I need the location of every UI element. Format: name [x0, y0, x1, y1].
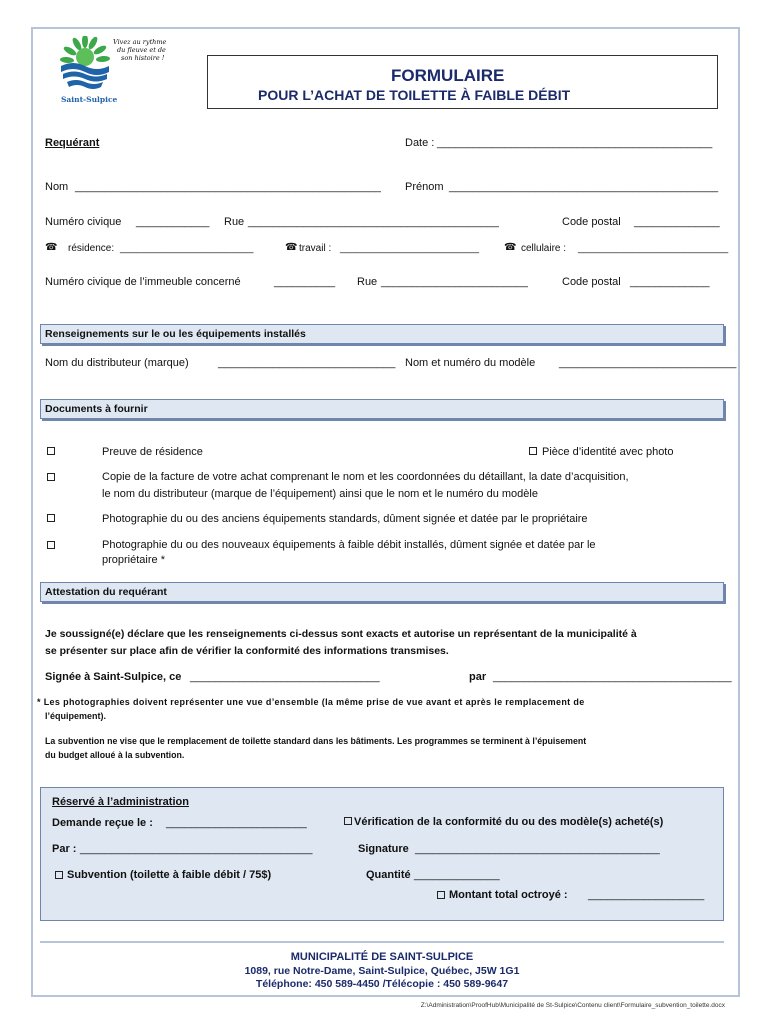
demande-field[interactable]: _______________________ [166, 817, 307, 829]
photo-note-2: l’équipement). [45, 711, 107, 721]
prenom-label: Prénom [405, 181, 444, 193]
attestation-text-2: se présenter sur place afin de vérifier la conformité des informations transmises. [45, 645, 449, 657]
subvention-note-1: La subvention ne vise que le remplacement de toilette standard dans les bâtiments. Les programmes se terminent à l’épuisement [45, 736, 587, 746]
montant-label: Montant total octroyé : [449, 889, 568, 901]
checkbox-montant[interactable] [437, 891, 445, 899]
cellulaire-field[interactable]: ___________________________ [578, 243, 729, 254]
doc-item-facture-2: le nom du distributeur (marque de l’équipement) ainsi que le nom et le numéro du modèle [102, 488, 538, 500]
date-field[interactable]: _____________________________________________ [437, 137, 713, 149]
photo-note-1: * Les photographies doivent représenter une vue d’ensemble (la même prise de vue avant et après le remplacement de [37, 697, 585, 707]
modele-field[interactable]: _____________________________ [559, 357, 737, 369]
quantite-field[interactable]: ______________ [414, 869, 500, 881]
checkbox-identite[interactable] [529, 447, 537, 455]
postal2-label: Code postal [562, 276, 621, 288]
signature-field[interactable]: ________________________________________ [415, 843, 660, 855]
rue-field[interactable]: _________________________________________ [248, 216, 499, 228]
checkbox-nouveaux[interactable] [47, 541, 55, 549]
checkbox-residence[interactable] [47, 447, 55, 455]
admin-par-label: Par : [52, 843, 77, 855]
footer-phone: Téléphone: 450 589-4450 /Télécopie : 450 589-9647 [255, 978, 509, 990]
nom-field[interactable]: __________________________________________________ [75, 181, 381, 193]
quantite-label: Quantité [366, 869, 411, 881]
admin-par-field[interactable]: ______________________________________ [80, 843, 313, 855]
form-subtitle: POUR L’ACHAT DE TOILETTE À FAIBLE DÉBIT [258, 87, 571, 103]
requerant-label: Requérant [45, 137, 100, 149]
rue-label: Rue [224, 216, 245, 228]
subvention-label: Subvention (toilette à faible débit / 75$) [67, 869, 272, 881]
cellulaire-label: cellulaire : [521, 243, 567, 254]
nom-label: Nom [45, 181, 69, 193]
logo-slogan-1: Vivez au rythme [113, 38, 167, 46]
footer-divider [40, 941, 724, 943]
postal-field[interactable]: ______________ [634, 216, 720, 228]
logo-name: Saint-Sulpice [61, 95, 118, 104]
file-path: Z:\Administration\ProofHub\Municipalité de St-Sulpice\Contenu client\Formulaire_subvention_toilette.docx [420, 1002, 725, 1009]
phone-icon: ☎ [45, 242, 58, 253]
documents-heading: Documents à fournir [40, 399, 724, 419]
subvention-note-2: du budget alloué à la subvention. [45, 750, 185, 760]
date-label: Date : [405, 137, 435, 149]
doc-item-facture-1: Copie de la facture de votre achat comprenant le nom et les coordonnées du détaillant, la date d’acquisition, [102, 471, 629, 483]
footer-municipality: MUNICIPALITÉ DE SAINT-SULPICE [290, 951, 474, 963]
modele-label: Nom et numéro du modèle [405, 357, 536, 369]
civique-field[interactable]: ____________ [136, 216, 210, 228]
attestation-heading: Attestation du requérant [40, 582, 724, 602]
prenom-field[interactable]: ____________________________________________ [449, 181, 719, 193]
immeuble-field[interactable]: __________ [274, 276, 336, 288]
distributeur-label: Nom du distributeur (marque) [45, 357, 189, 369]
par-field[interactable]: _______________________________________ [493, 671, 732, 683]
postal-label: Code postal [562, 216, 621, 228]
postal2-field[interactable]: _____________ [630, 276, 710, 288]
travail-label: travail : [299, 243, 332, 254]
checkbox-facture[interactable] [47, 473, 55, 481]
footer-address: 1089, rue Notre-Dame, Saint-Sulpice, Québec, J5W 1G1 [244, 965, 520, 977]
demande-label: Demande reçue le : [52, 817, 153, 829]
admin-heading: Réservé à l’administration [52, 796, 189, 808]
residence-field[interactable]: ________________________ [120, 243, 254, 254]
signature-label: Signature [358, 843, 409, 855]
attestation-text-1: Je soussigné(e) déclare que les renseignements ci-dessus sont exacts et autorise un représentant de la municipalité à [45, 628, 637, 640]
municipality-logo [55, 36, 175, 108]
checkbox-anciens[interactable] [47, 514, 55, 522]
rue2-label: Rue [357, 276, 378, 288]
distributeur-field[interactable]: _____________________________ [218, 357, 396, 369]
logo-slogan-3: son histoire ! [121, 54, 165, 62]
signe-label: Signée à Saint-Sulpice, ce [45, 671, 182, 683]
montant-field[interactable]: ___________________ [588, 889, 705, 901]
doc-item-residence: Preuve de résidence [102, 446, 203, 458]
immeuble-label: Numéro civique de l’immeuble concerné [45, 276, 241, 288]
checkbox-verification[interactable] [344, 817, 352, 825]
verification-label: Vérification de la conformité du ou des modèle(s) acheté(s) [354, 816, 664, 828]
phone-icon: ☎ [285, 242, 298, 253]
form-title: FORMULAIRE [391, 66, 505, 85]
civique-label: Numéro civique [45, 216, 122, 228]
residence-label: résidence: [68, 243, 115, 254]
doc-item-nouveaux-2: propriétaire * [102, 554, 165, 566]
checkbox-subvention[interactable] [55, 871, 63, 879]
doc-item-nouveaux-1: Photographie du ou des nouveaux équipements à faible débit installés, dûment signée et datée par le [102, 539, 596, 551]
doc-item-anciens: Photographie du ou des anciens équipements standards, dûment signée et datée par le propriétaire [102, 513, 588, 525]
signe-field[interactable]: _______________________________ [190, 671, 380, 683]
doc-item-identite: Pièce d’identité avec photo [542, 446, 674, 458]
travail-field[interactable]: _________________________ [340, 243, 480, 254]
par-label: par [469, 671, 487, 683]
phone-icon: ☎ [504, 242, 517, 253]
equipements-heading: Renseignements sur le ou les équipements installés [40, 324, 724, 344]
logo-slogan-2: du fleuve et de [117, 46, 166, 54]
rue2-field[interactable]: ________________________ [381, 276, 528, 288]
